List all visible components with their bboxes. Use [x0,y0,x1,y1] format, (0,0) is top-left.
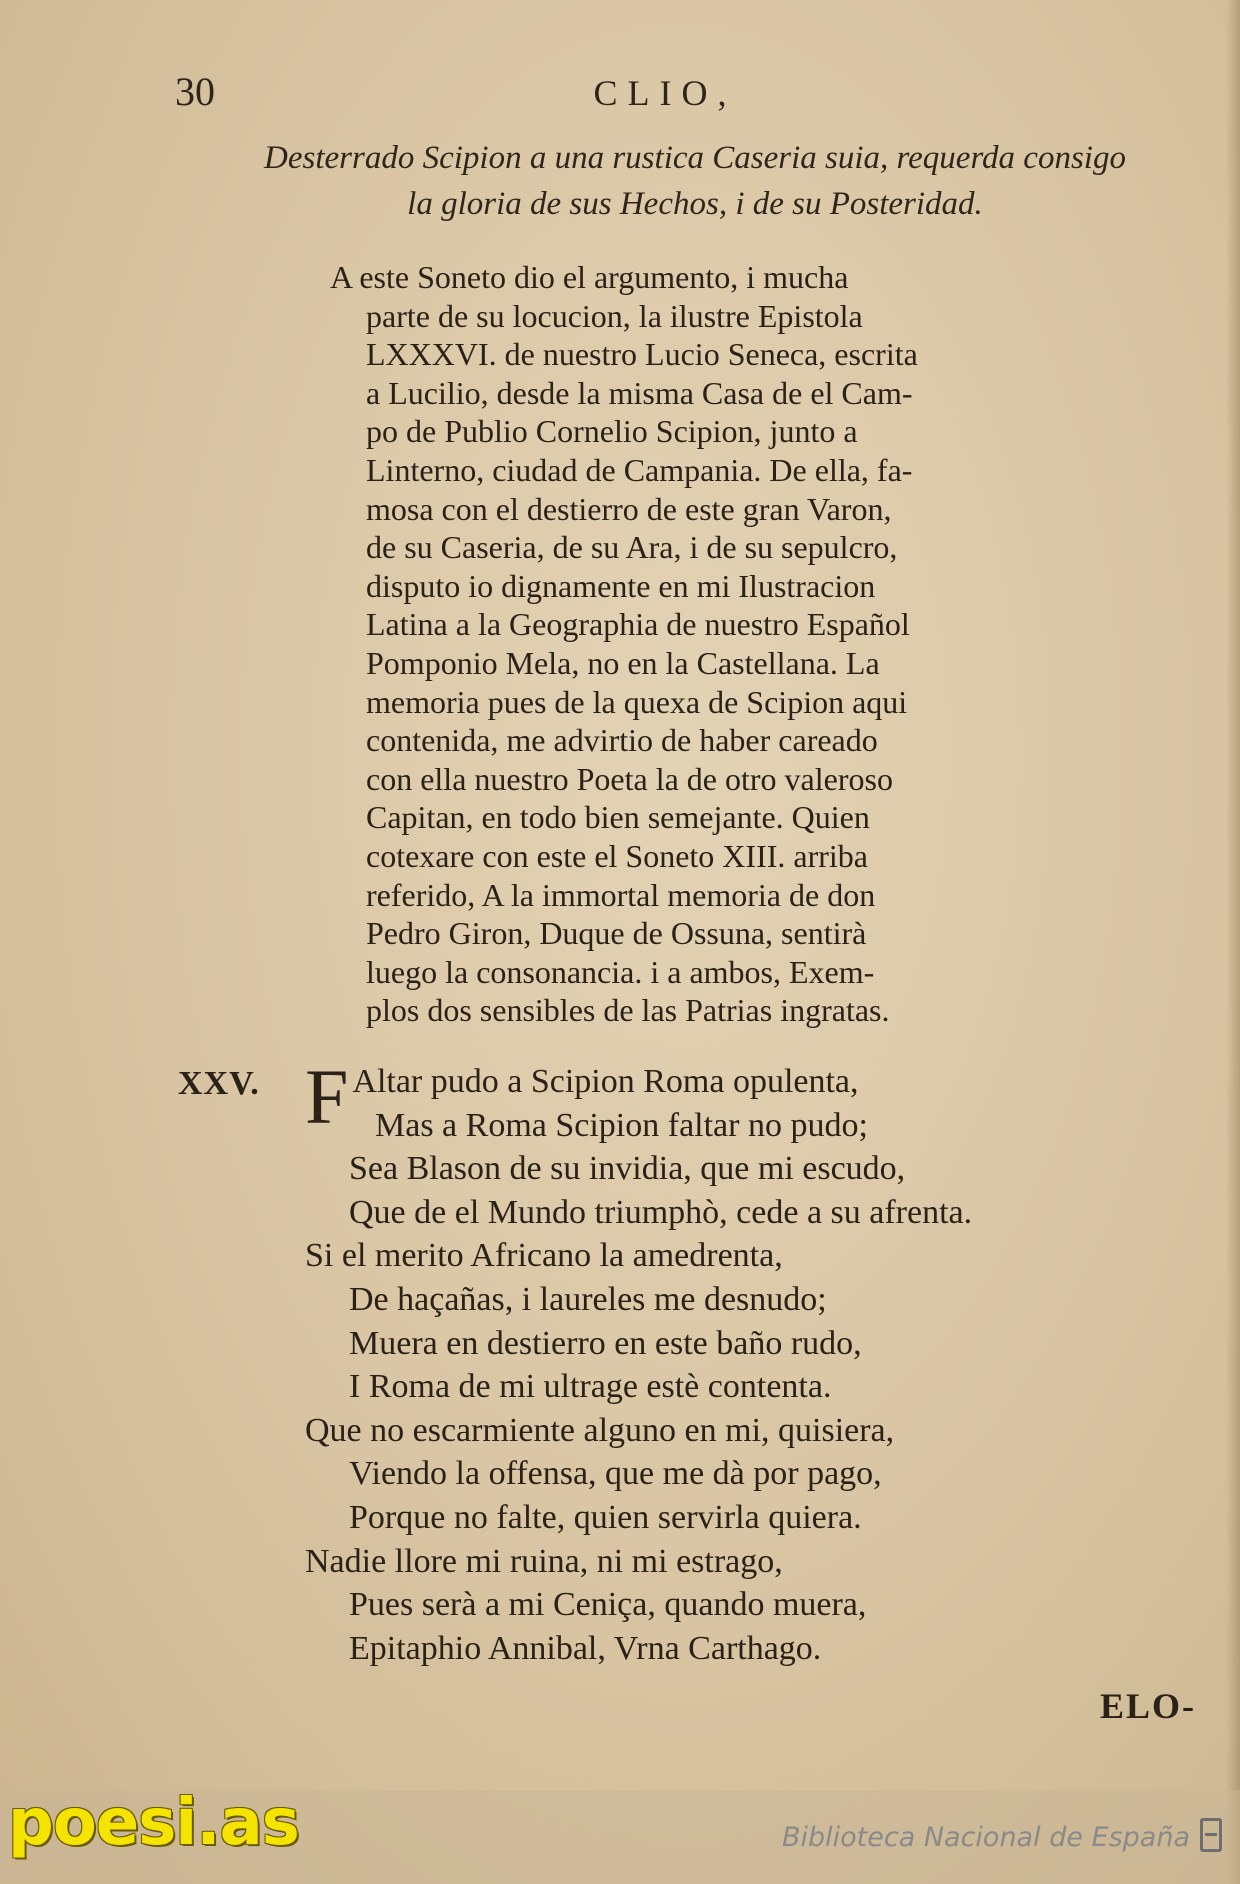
title-line-1: Desterrado Scipion a una rustica Caseria suia, requerda consigo [264,140,1126,176]
catchword: ELO- [1100,1686,1197,1726]
poesias-logo: poesi.as [8,1786,299,1860]
title-line-2: la gloria de sus Hechos, i de su Posteridad. [407,186,983,222]
sonnet-line: Que de el Mundo triumphò, cede a su afrenta. [349,1193,973,1231]
running-head: CLIO, [593,73,737,113]
commentary-line: disputo io dignamente en mi Ilustracion [366,567,876,604]
commentary-line: Latina a la Geographia de nuestro Español [366,606,910,643]
sonnet-line: I Roma de mi ultrage estè contenta. [349,1368,832,1406]
library-logo-icon [1200,1818,1222,1852]
commentary-paragraph [330,258,1030,1030]
commentary-line: luego la consonancia. i a ambos, Exem- [366,953,875,990]
commentary-line: de su Caseria, de su Ara, i de su sepulcro, [366,529,898,566]
sonnet-line: Mas a Roma Scipion faltar no pudo; [375,1106,868,1144]
commentary-line: referido, A la immortal memoria de don [366,876,876,913]
sonnet-line: Si el merito Africano la amedrenta, [305,1237,783,1275]
commentary-line: LXXXVI. de nuestro Lucio Seneca, escrita [366,336,918,373]
sonnet-line: De haçañas, i laureles me desnudo; [349,1280,827,1318]
sonnet-line: Epitaphio Annibal, Vrna Carthago. [349,1629,822,1667]
commentary-line: memoria pues de la quexa de Scipion aqui [366,683,908,720]
commentary-line: a Lucilio, desde la misma Casa de el Cam- [366,374,913,411]
sonnet-line: Muera en destierro en este baño rudo, [349,1324,862,1362]
commentary-line: con ella nuestro Poeta la de otro valeroso [366,760,893,797]
commentary-line: Pedro Giron, Duque de Ossuna, sentirà [366,915,867,952]
sonnet-number: XXV. [178,1065,260,1102]
commentary-line: A este Soneto dio el argumento, i mucha [330,259,849,295]
drop-cap: F [305,1053,349,1140]
commentary-line: cotexare con este el Soneto XIII. arriba [366,837,868,874]
commentary-line: Capitan, en todo bien semejante. Quien [366,799,870,836]
commentary-line: po de Publio Cornelio Scipion, junto a [366,413,858,450]
sonnet-line: Altar pudo a Scipion Roma opulenta, [352,1063,859,1100]
library-credit: Biblioteca Nacional de España [781,1822,1190,1853]
sonnet-line: Que no escarmiente alguno en mi, quisiera, [305,1411,895,1449]
sonnet-line: Nadie llore mi ruina, ni mi estrago, [305,1542,783,1580]
sonnet-line: Porque no falte, quien servirla quiera. [349,1498,862,1536]
page-header [175,68,1155,128]
sonnet-line: Pues serà a mi Ceniça, quando muera, [349,1586,867,1624]
sonnet-line: Viendo la offensa, que me dà por pago, [349,1455,882,1493]
page-edge-shadow [1226,0,1240,1884]
sonnet-title [170,135,1220,227]
commentary-line: plos dos sensibles de las Patrias ingratas. [366,992,890,1029]
commentary-line: Pomponio Mela, no en la Castellana. La [366,644,880,681]
commentary-line: parte de su locucion, la ilustre Epistola [366,297,863,334]
commentary-line: Linterno, ciudad de Campania. De ella, fa- [366,451,913,488]
sonnet-body [305,1053,1135,1670]
sonnet-line: Sea Blason de su invidia, que mi escudo, [349,1150,906,1188]
commentary-line: contenida, me advirtio de haber careado [366,722,878,759]
page-number: 30 [175,69,215,114]
commentary-line: mosa con el destierro de este gran Varon, [366,490,892,527]
